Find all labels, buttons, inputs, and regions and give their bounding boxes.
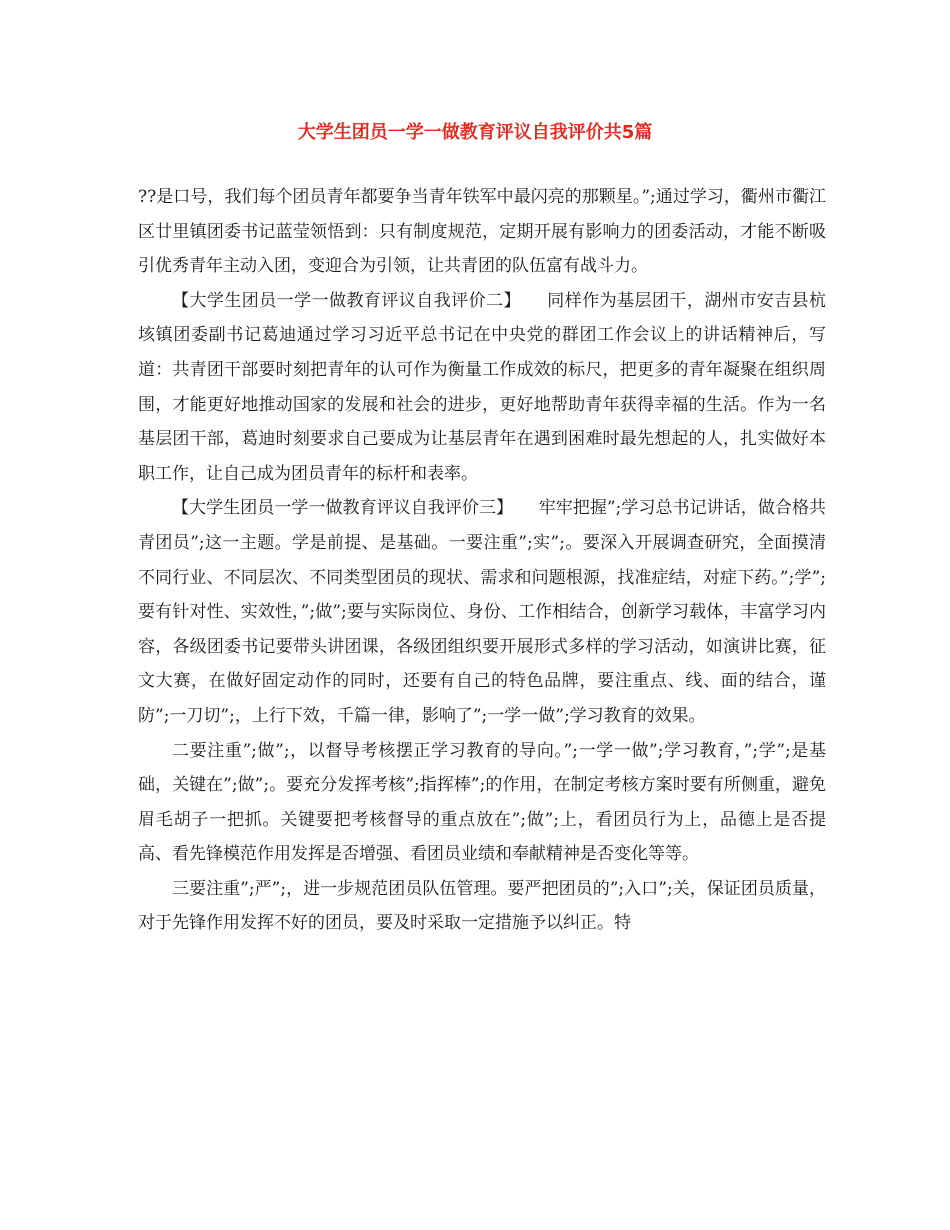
paragraph-3: 【大学生团员一学一做教育评议自我评价三】 牢牢把握”;学习总书记讲话，做合格共青团员”;这一主题。学是前提、是基础。一要注重”;实”;。要深入开展调查研究，全面摸清不同行业、不同层次、不同类型团员的现状、需求和问题根源，找准症结，对症下药。”;学”;要有针对性、实效性，”;做”;要与实际岗位、身份、工作相结合，创新学习载体，丰富学习内容，各级团委书记要带头讲团课，各级团组织要开展形式多样的学习活动，如演讲比赛，征文大赛，在做好固定动作的同时，还要有自己的特色品牌，要注重点、线、面的结合，谨防”;一刀切”;，上行下效，千篇一律，影响了”;一学一做”;学习教育的效果。 — [138, 498, 826, 726]
document-body — [138, 180, 826, 941]
paragraph-5: 三要注重”;严”;，进一步规范团员队伍管理。要严把团员的”;入口”;关，保证团员质量，对于先锋作用发挥不好的团员，要及时采取一定措施予以纠正。特 — [138, 878, 826, 934]
paragraph-4: 二要注重”;做”;，以督导考核摆正学习教育的导向。”;一学一做”;学习教育，”;学”;是基础，关键在”;做”;。要充分发挥考核”;指挥棒”;的作用，在制定考核方案时要有所侧重，避免眉毛胡子一把抓。关键要把考核督导的重点放在”;做”;上，看团员行为上，品德上是否提高、看先锋模范作用发挥是否增强、看团员业绩和奉献精神是否变化等等。 — [138, 740, 826, 865]
document-title: 大学生团员一学一做教育评议自我评价共5篇 — [297, 122, 653, 143]
paragraph-2: 【大学生团员一学一做教育评议自我评价二】 同样作为基层团干，湖州市安吉县杭垓镇团委副书记葛迪通过学习习近平总书记在中央党的群团工作会议上的讲话精神后，写道：共青团干部要时刻把青年的认可作为衡量工作成效的标尺，把更多的青年凝聚在组织周围，才能更好地推动国家的发展和社会的进步，更好地帮助青年获得幸福的生活。作为一名基层团干部，葛迪时刻要求自己要成为让基层青年在遇到困难时最先想起的人，扎实做好本职工作，让自己成为团员青年的标杆和表率。 — [138, 290, 826, 484]
paragraph-1: ??是口号，我们每个团员青年都要争当青年铁军中最闪亮的那颗星。”;通过学习，衢州市衢江区廿里镇团委书记蓝莹领悟到：只有制度规范，定期开展有影响力的团委活动，才能不断吸引优秀青年主动入团，变迎合为引领，让共青团的队伍富有战斗力。 — [138, 187, 826, 277]
